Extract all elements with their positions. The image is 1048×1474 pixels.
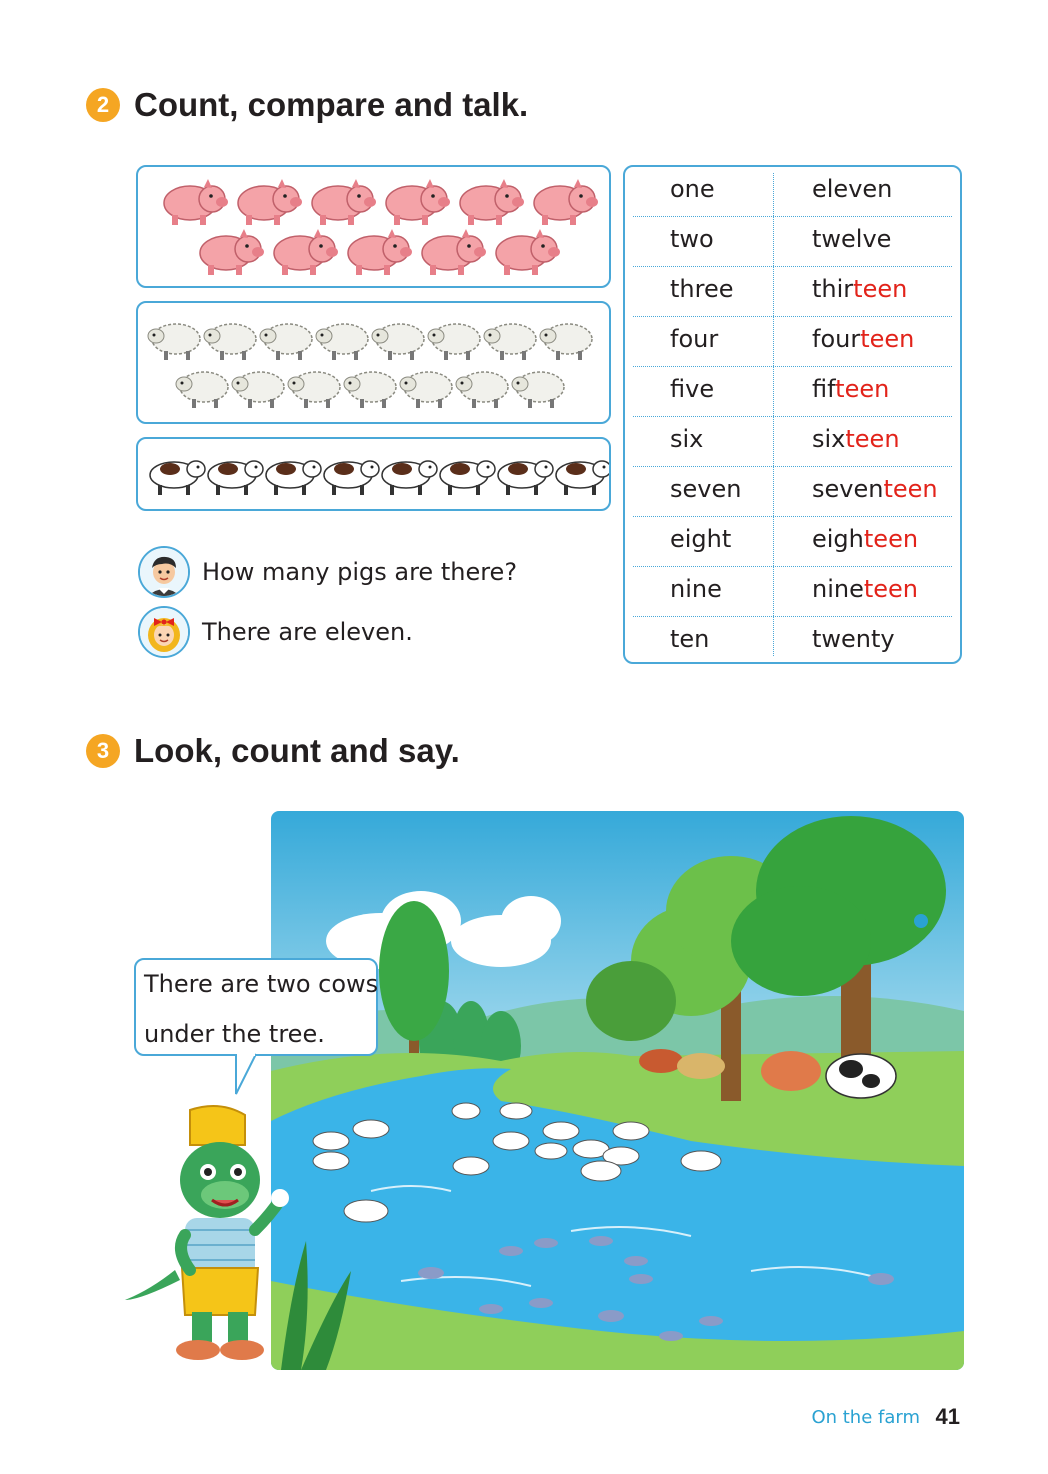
- table-row: [625, 367, 960, 417]
- page-number: 41: [935, 1404, 960, 1429]
- sheep: [260, 324, 312, 360]
- sheep: [484, 324, 536, 360]
- number-word: six: [670, 425, 704, 453]
- table-row: [625, 617, 960, 667]
- number-word-teen: [812, 375, 889, 403]
- footer-unit-title: On the farm: [811, 1407, 920, 1428]
- speech-line-1: There are two cows: [144, 970, 379, 998]
- word-stem: seven: [812, 475, 884, 503]
- table-row: [625, 467, 960, 517]
- cow: [208, 461, 263, 495]
- table-row: [625, 317, 960, 367]
- sheep: [372, 324, 424, 360]
- sheep: [148, 324, 200, 360]
- cow: [382, 461, 437, 495]
- section-title: Look, count and say.: [134, 732, 460, 769]
- dialogue-answer: There are eleven.: [202, 618, 413, 646]
- section-number-badge: 2: [86, 88, 120, 122]
- word-suffix-teen: teen: [835, 375, 890, 403]
- word-suffix-teen: teen: [860, 325, 915, 353]
- sheep: [204, 324, 256, 360]
- number-word: three: [670, 275, 734, 303]
- cow: [266, 461, 321, 495]
- table-row: [625, 517, 960, 567]
- cows-illustration: [138, 439, 609, 509]
- pigs-box: [136, 165, 611, 288]
- word-stem: twenty: [812, 625, 895, 653]
- cow: [498, 461, 553, 495]
- sheep-box: [136, 301, 611, 424]
- sheep: [176, 372, 228, 408]
- word-stem: six: [812, 425, 846, 453]
- number-word: ten: [670, 625, 710, 653]
- table-row: [625, 267, 960, 317]
- boy-avatar: [138, 546, 190, 598]
- section-title: Count, compare and talk.: [134, 86, 529, 123]
- word-suffix-teen: teen: [883, 475, 938, 503]
- pig: [200, 229, 264, 275]
- pig: [274, 229, 338, 275]
- farm-scene-illustration: [271, 811, 964, 1370]
- girl-avatar: [138, 606, 190, 658]
- word-stem: twelve: [812, 225, 892, 253]
- dialogue-question: How many pigs are there?: [202, 558, 518, 586]
- word-stem: fif: [812, 375, 836, 403]
- section-number-badge: 3: [86, 734, 120, 768]
- pig: [386, 179, 450, 225]
- number-word: four: [670, 325, 719, 353]
- word-suffix-teen: teen: [845, 425, 900, 453]
- tree: [379, 901, 449, 1041]
- sheep: [540, 324, 592, 360]
- pig: [496, 229, 560, 275]
- pig: [312, 179, 376, 225]
- sheep: [400, 372, 452, 408]
- table-row: [625, 417, 960, 467]
- word-stem: four: [812, 325, 861, 353]
- sheep: [232, 372, 284, 408]
- sheep: [288, 372, 340, 408]
- numbers-table: [623, 165, 962, 664]
- pig: [534, 179, 598, 225]
- number-word-teen: [812, 525, 918, 553]
- number-word: nine: [670, 575, 722, 603]
- pig: [422, 229, 486, 275]
- speech-bubble: [134, 958, 378, 1056]
- cow: [440, 461, 495, 495]
- pig: [460, 179, 524, 225]
- farm-scene: [271, 811, 964, 1370]
- number-word: eight: [670, 525, 732, 553]
- number-word-teen: [812, 425, 900, 453]
- sheep: [316, 324, 368, 360]
- sheep: [428, 324, 480, 360]
- bird: [914, 914, 928, 928]
- sheep: [456, 372, 508, 408]
- table-row: [625, 567, 960, 617]
- cow: [556, 461, 609, 495]
- number-word: seven: [670, 475, 742, 503]
- number-word: two: [670, 225, 714, 253]
- pig: [164, 179, 228, 225]
- number-word-teen: [812, 575, 918, 603]
- word-stem: nine: [812, 575, 864, 603]
- pig: [238, 179, 302, 225]
- number-word-teen: [812, 475, 938, 503]
- pig: [348, 229, 412, 275]
- number-word-teen: [812, 325, 914, 353]
- speech-bubble-tail: [230, 1052, 270, 1098]
- word-suffix-teen: teen: [853, 275, 908, 303]
- dinosaur-mascot: [120, 1100, 290, 1365]
- number-word-teen: [812, 175, 892, 203]
- word-stem: eigh: [812, 525, 864, 553]
- number-word-teen: [812, 225, 891, 253]
- word-suffix-teen: teen: [863, 575, 919, 603]
- number-word: one: [670, 175, 715, 203]
- cow: [150, 461, 205, 495]
- sheep: [344, 372, 396, 408]
- word-suffix-teen: teen: [863, 525, 919, 553]
- cow: [324, 461, 379, 495]
- boy-face-icon: [140, 548, 188, 596]
- table-row: [625, 217, 960, 267]
- table-row: [625, 167, 960, 217]
- girl-face-icon: [140, 608, 188, 656]
- number-word: five: [670, 375, 715, 403]
- sheep-illustration: [138, 303, 609, 422]
- pigs-illustration: [138, 167, 609, 286]
- cows-box: [136, 437, 611, 511]
- speech-line-2: under the tree.: [144, 1020, 325, 1048]
- number-word-teen: [812, 625, 895, 653]
- sheep: [512, 372, 564, 408]
- word-stem: thir: [812, 275, 854, 303]
- word-stem: eleven: [812, 175, 893, 203]
- number-word-teen: [812, 275, 907, 303]
